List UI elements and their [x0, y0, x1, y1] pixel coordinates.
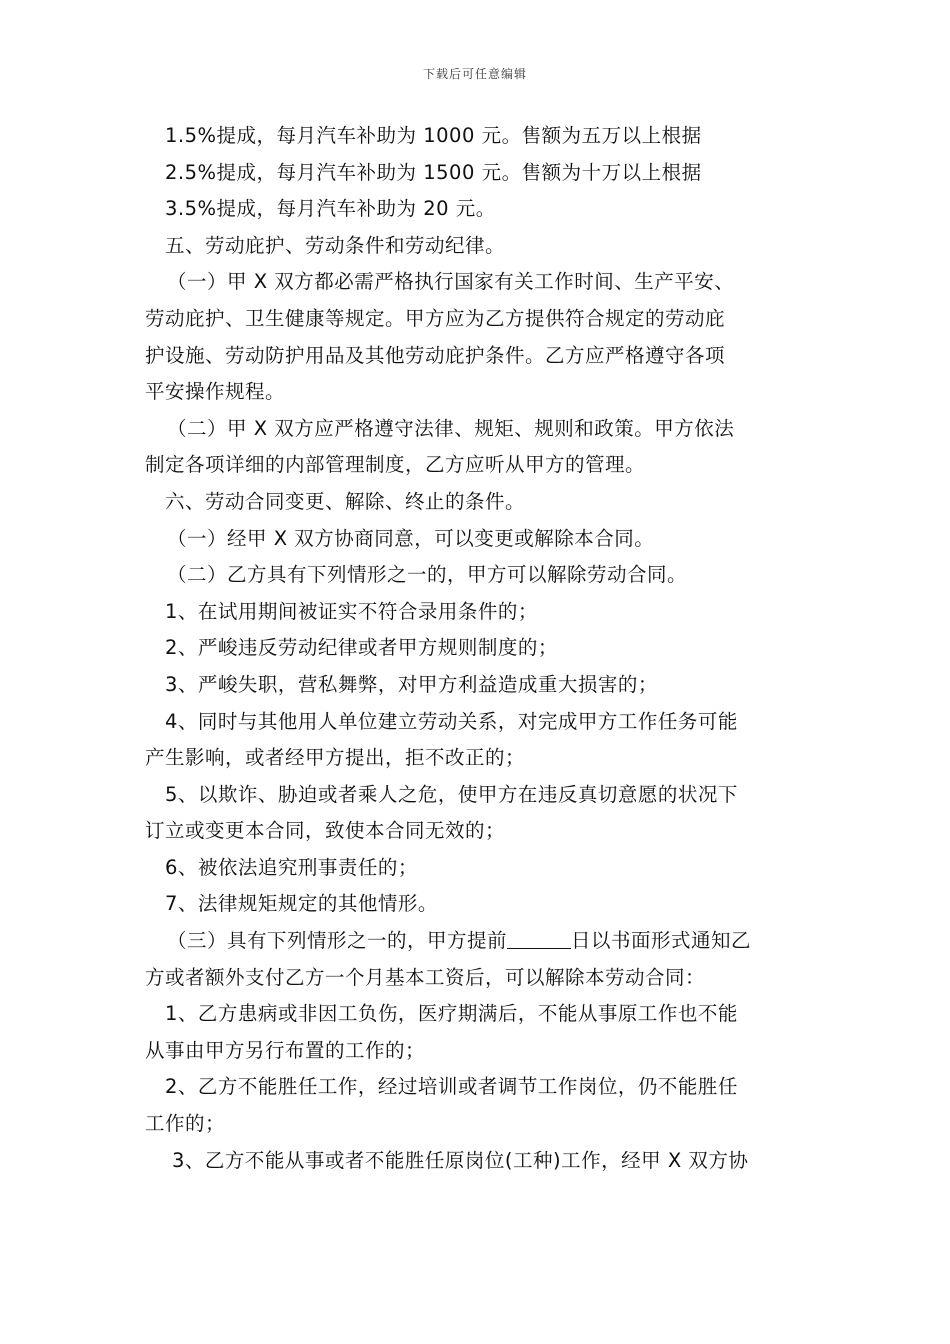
paragraph-6-3-line1 [145, 923, 810, 960]
list-item-b1-line2: 从事由甲方另行布置的工作的； [145, 1038, 426, 1062]
paragraph-6-3-line2: 方或者额外支付乙方一个月基本工资后，可以解除本劳动合同： [145, 965, 706, 989]
paragraph-6-3-text-a: （三）具有下列情形之一的，甲方提前 [167, 929, 508, 953]
paragraph-6-3-text-b: 日以书面形式通知乙 [571, 929, 752, 953]
list-item-4-line2: 产生影响，或者经甲方提出，拒不改正的； [145, 746, 526, 770]
list-item-7: 7、法律规矩规定的其他情形。 [165, 892, 438, 916]
section-heading-6: 六、劳动合同变更、解除、终止的条件。 [165, 489, 526, 513]
list-item-b2-line2: 工作的； [145, 1112, 226, 1136]
document-body [145, 118, 810, 1179]
paragraph-commission-1: 1.5%提成，每月汽车补助为 1000 元。售额为五万以上根据 [165, 124, 702, 147]
list-item-5-line2: 订立或变更本合同，致使本合同无效的； [145, 819, 506, 843]
paragraph-5-1-line2: 劳动庇护、卫生健康等规定。甲方应为乙方提供符合规定的劳动庇 [145, 306, 726, 330]
list-item-2: 2、严峻违反劳动纪律或者甲方规则制度的； [165, 636, 558, 660]
list-item-4-line1: 4、同时与其他用人单位建立劳动关系，对完成甲方工作任务可能 [165, 709, 738, 733]
list-item-5-line1: 5、以欺诈、胁迫或者乘人之危，使甲方在违反真切意愿的状况下 [165, 782, 738, 806]
paragraph-5-2-line2: 制定各项详细的内部管理制度，乙方应听从甲方的管理。 [145, 453, 646, 477]
list-item-b2-line1: 2、乙方不能胜任工作，经过培训或者调节工作岗位，仍不能胜任 [165, 1075, 738, 1099]
paragraph-5-2-line1: （二）甲 X 双方应严格遵守法律、规矩、规则和政策。甲方依法 [167, 416, 735, 440]
list-item-b3-line1: 3、乙方不能从事或者不能胜任原岗位(工种)工作，经甲 X 双方协 [172, 1148, 749, 1172]
list-item-6: 6、被依法追究刑事责任的； [165, 855, 418, 879]
list-item-3: 3、严峻失职，营私舞弊，对甲方利益造成重大损害的； [165, 672, 658, 696]
paragraph-commission-2: 2.5%提成，每月汽车补助为 1500 元。售额为十万以上根据 [165, 160, 702, 184]
fill-in-blank [507, 926, 571, 949]
paragraph-5-1-line4: 平安操作规程。 [145, 380, 286, 404]
page-header: 下载后可任意编辑 [422, 67, 527, 81]
paragraph-5-1-line3: 护设施、劳动防护用品及其他劳动庇护条件。乙方应严格遵守各项 [145, 343, 726, 367]
paragraph-commission-3: 3.5%提成，每月汽车补助为 20 元。 [165, 197, 496, 221]
paragraph-5-1-line1: （一）甲 X 双方都必需严格执行国家有关工作时间、生产平安、 [167, 270, 735, 294]
list-item-1: 1、在试用期间被证实不符合录用条件的； [165, 599, 538, 623]
paragraph-6-1: （一）经甲 X 双方协商同意，可以变更或解除本合同。 [167, 526, 655, 550]
section-heading-5: 五、劳动庇护、劳动条件和劳动纪律。 [165, 233, 506, 257]
list-item-b1-line1: 1、乙方患病或非因工负伤，医疗期满后，不能从事原工作也不能 [165, 1002, 738, 1026]
paragraph-6-2: （二）乙方具有下列情形之一的，甲方可以解除劳动合同。 [167, 563, 688, 587]
